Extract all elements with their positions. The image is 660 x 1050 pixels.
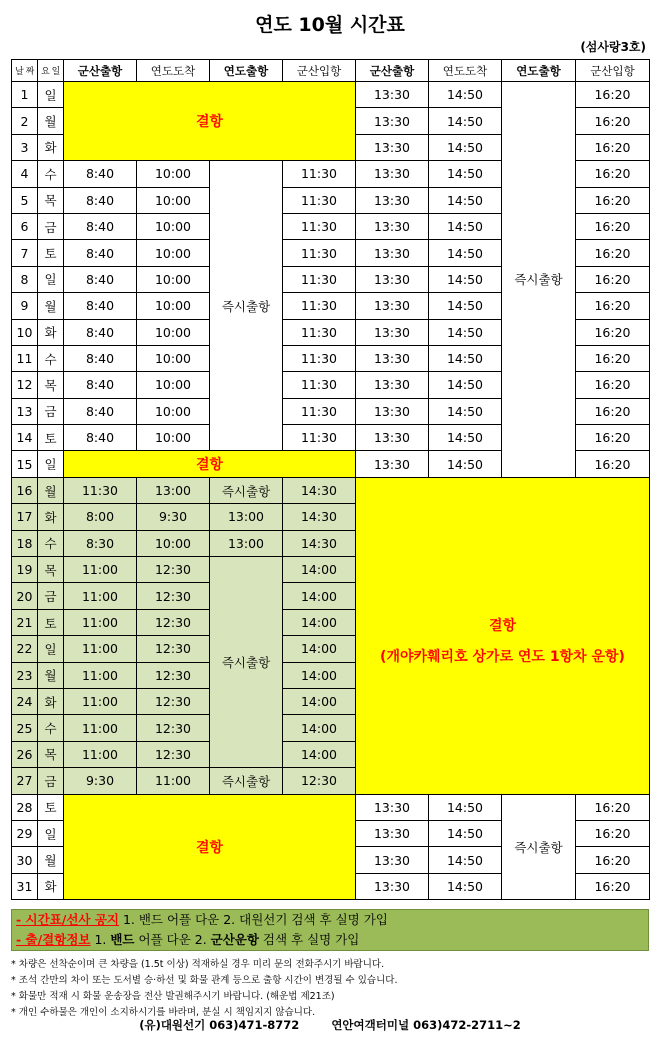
header-gunsan-depart-2: 군산출항 [356,60,429,82]
immediate-cell: 즉시출항 [502,82,576,478]
time-cell: 11:00 [64,557,137,583]
time-cell: 14:50 [429,451,502,477]
time-cell: 14:50 [429,794,502,820]
cancel-label: 결항 [195,114,224,131]
day-cell: 화 [38,688,64,714]
time-cell: 16:20 [576,820,650,846]
day-cell: 금 [38,398,64,424]
date-cell: 9 [12,293,38,319]
date-cell: 12 [12,372,38,398]
time-cell: 14:00 [283,557,356,583]
date-cell: 15 [12,451,38,477]
day-cell: 화 [38,319,64,345]
time-cell: 8:40 [64,293,137,319]
note-cargo: * 화물만 적재 시 화물 운송장을 전산 발권해주시기 바랍니다. (해운법 제21조) [11,991,335,1002]
time-cell: 8:40 [64,319,137,345]
time-cell: 14:50 [429,847,502,873]
time-cell: 10:00 [137,425,210,451]
time-cell: 9:30 [64,768,137,794]
time-cell: 14:00 [283,741,356,767]
time-cell: 16:20 [576,82,650,108]
timetable [11,59,650,900]
time-cell: 14:30 [283,477,356,503]
table-row [12,477,650,503]
time-cell: 11:00 [64,636,137,662]
time-cell: 11:30 [283,293,356,319]
time-cell: 13:30 [356,187,429,213]
time-cell: 12:30 [137,583,210,609]
time-cell: 14:50 [429,266,502,292]
time-cell: 16:20 [576,134,650,160]
table-row [12,794,650,820]
date-cell: 14 [12,425,38,451]
time-cell: 12:30 [283,768,356,794]
notice-schedule-text: 1. 밴드 어플 다운 2. 대원선기 검색 후 실명 가입 [118,912,388,927]
time-cell: 14:50 [429,372,502,398]
time-cell: 13:30 [356,319,429,345]
notice-status-label: - 출/결항정보 [16,932,91,947]
date-cell: 30 [12,847,38,873]
day-cell: 월 [38,477,64,503]
notes [11,957,651,1021]
time-cell: 11:30 [283,240,356,266]
time-cell: 11:00 [64,688,137,714]
time-cell: 14:00 [283,636,356,662]
day-cell: 일 [38,451,64,477]
header-yeondo-depart-2: 연도출항 [502,60,576,82]
time-cell: 8:40 [64,187,137,213]
date-cell: 23 [12,662,38,688]
contact-daewon: (유)대원선기 063)471-8772 [139,1018,300,1032]
time-cell: 16:20 [576,293,650,319]
time-cell: 16:20 [576,425,650,451]
note-tide: * 조석 간만의 차이 또는 도서별 승·하선 및 화물 관계 등으로 출항 시간이 변경될 수 있습니다. [11,975,398,986]
time-cell: 12:30 [137,688,210,714]
time-cell: 11:00 [64,583,137,609]
notice-status-post: 검색 후 실명 가입 [258,932,360,947]
time-cell: 8:40 [64,213,137,239]
date-cell: 27 [12,768,38,794]
time-cell: 10:00 [137,372,210,398]
date-cell: 28 [12,794,38,820]
header-yeondo-arrive-2: 연도도착 [429,60,502,82]
time-cell: 16:20 [576,319,650,345]
time-cell: 13:30 [356,794,429,820]
day-cell: 수 [38,345,64,371]
day-cell: 목 [38,187,64,213]
time-cell: 16:20 [576,398,650,424]
time-cell: 11:30 [283,161,356,187]
ship-name: (섬사랑3호) [580,40,646,54]
date-cell: 18 [12,530,38,556]
time-cell: 11:00 [137,768,210,794]
time-cell: 9:30 [137,504,210,530]
time-cell: 8:30 [64,530,137,556]
notice-status-band: 밴드 [110,932,135,947]
day-cell: 수 [38,715,64,741]
day-cell: 일 [38,636,64,662]
day-cell: 목 [38,741,64,767]
header-row [12,60,650,82]
time-cell: 14:00 [283,609,356,635]
header-day: 요 일 [38,60,64,82]
day-cell: 수 [38,530,64,556]
time-cell: 14:00 [283,688,356,714]
time-cell: 14:50 [429,820,502,846]
cancel-label: 결항 [195,457,224,474]
date-cell: 25 [12,715,38,741]
date-cell: 19 [12,557,38,583]
date-cell: 13 [12,398,38,424]
day-cell: 화 [38,504,64,530]
time-cell: 16:20 [576,847,650,873]
notice-line-schedule [12,910,648,930]
date-cell: 4 [12,161,38,187]
time-cell: 13:30 [356,108,429,134]
time-cell: 14:50 [429,134,502,160]
time-cell: 10:00 [137,293,210,319]
time-cell: 10:00 [137,345,210,371]
day-cell: 금 [38,768,64,794]
day-cell: 금 [38,213,64,239]
time-cell: 10:00 [137,161,210,187]
time-cell: 8:40 [64,240,137,266]
time-cell: 16:20 [576,794,650,820]
day-cell: 일 [38,820,64,846]
time-cell: 13:00 [210,504,283,530]
time-cell: 13:30 [356,425,429,451]
time-cell: 12:30 [137,741,210,767]
time-cell: 13:30 [356,82,429,108]
time-cell: 13:30 [356,266,429,292]
date-cell: 20 [12,583,38,609]
time-cell: 13:30 [356,240,429,266]
day-cell: 화 [38,134,64,160]
time-cell: 14:50 [429,319,502,345]
time-cell: 13:30 [356,820,429,846]
day-cell: 목 [38,557,64,583]
cancel-label: 결항 [488,617,517,634]
notice-schedule-label: - 시간표/선사 공지 [16,912,119,927]
time-cell: 10:00 [137,187,210,213]
time-cell: 16:20 [576,187,650,213]
time-cell: 14:50 [429,187,502,213]
time-cell: 13:00 [210,530,283,556]
time-cell: 11:30 [283,398,356,424]
cancel-cell [64,451,356,477]
time-cell: 13:30 [356,847,429,873]
header-gunsan-arrive-1: 군산입항 [283,60,356,82]
time-cell: 10:00 [137,213,210,239]
time-cell: 14:50 [429,293,502,319]
time-cell: 11:30 [283,213,356,239]
time-cell: 14:50 [429,345,502,371]
immediate-cell: 즉시출항 [210,477,283,503]
date-cell: 10 [12,319,38,345]
cancel-cell [64,82,356,161]
time-cell: 11:00 [64,741,137,767]
time-cell: 14:50 [429,240,502,266]
day-cell: 수 [38,161,64,187]
time-cell: 10:00 [137,398,210,424]
immediate-cell: 즉시출항 [210,557,283,768]
time-cell: 11:30 [283,345,356,371]
date-cell: 16 [12,477,38,503]
time-cell: 11:00 [64,609,137,635]
date-cell: 6 [12,213,38,239]
date-cell: 3 [12,134,38,160]
day-cell: 화 [38,873,64,899]
time-cell: 11:30 [64,477,137,503]
day-cell: 금 [38,583,64,609]
contact-info [0,1017,660,1033]
time-cell: 16:20 [576,240,650,266]
date-cell: 31 [12,873,38,899]
notice-status-mid: 어플 다운 2. [134,932,211,947]
time-cell: 8:00 [64,504,137,530]
date-cell: 21 [12,609,38,635]
time-cell: 13:30 [356,134,429,160]
date-cell: 26 [12,741,38,767]
time-cell: 14:50 [429,82,502,108]
day-cell: 토 [38,609,64,635]
time-cell: 8:40 [64,425,137,451]
date-cell: 24 [12,688,38,714]
time-cell: 8:40 [64,266,137,292]
day-cell: 토 [38,425,64,451]
time-cell: 11:30 [283,372,356,398]
time-cell: 14:00 [283,662,356,688]
day-cell: 목 [38,372,64,398]
notice-status-search: 군산운항 [210,932,259,947]
day-cell: 일 [38,82,64,108]
time-cell: 8:40 [64,372,137,398]
day-cell: 월 [38,293,64,319]
time-cell: 16:20 [576,266,650,292]
time-cell: 13:30 [356,372,429,398]
date-cell: 8 [12,266,38,292]
day-cell: 월 [38,847,64,873]
time-cell: 8:40 [64,345,137,371]
time-cell: 13:30 [356,398,429,424]
time-cell: 13:30 [356,213,429,239]
cancel-label: 결항 [195,839,224,856]
time-cell: 13:30 [356,873,429,899]
time-cell: 14:00 [283,715,356,741]
time-cell: 14:30 [283,504,356,530]
immediate-cell: 즉시출항 [210,161,283,451]
day-cell: 토 [38,794,64,820]
day-cell: 월 [38,108,64,134]
header-gunsan-depart-1: 군산출항 [64,60,137,82]
time-cell: 13:00 [137,477,210,503]
time-cell: 8:40 [64,398,137,424]
time-cell: 16:20 [576,345,650,371]
time-cell: 10:00 [137,530,210,556]
page-title: 연도 10월 시간표 [255,14,405,36]
notice-line-status [12,930,648,950]
time-cell: 13:30 [356,293,429,319]
contact-terminal: 연안여객터미널 063)472-2711~2 [331,1018,521,1032]
cancel-cell-large [356,477,650,794]
time-cell: 12:30 [137,557,210,583]
cancel-note: (개야카훼리호 상가로 연도 1항차 운항) [380,648,625,665]
time-cell: 16:20 [576,108,650,134]
time-cell: 10:00 [137,319,210,345]
time-cell: 11:00 [64,662,137,688]
date-cell: 2 [12,108,38,134]
immediate-cell: 즉시출항 [210,768,283,794]
time-cell: 13:30 [356,451,429,477]
time-cell: 14:50 [429,425,502,451]
time-cell: 12:30 [137,662,210,688]
date-cell: 5 [12,187,38,213]
note-vehicle: * 차량은 선착순이며 큰 차량을 (1.5t 이상) 적재하실 경우 미리 문의 전화주시기 바랍니다. [11,959,385,970]
time-cell: 16:20 [576,451,650,477]
time-cell: 14:50 [429,398,502,424]
cancel-cell [64,794,356,900]
date-cell: 7 [12,240,38,266]
time-cell: 10:00 [137,266,210,292]
date-cell: 22 [12,636,38,662]
time-cell: 14:00 [283,583,356,609]
time-cell: 14:50 [429,108,502,134]
time-cell: 12:30 [137,715,210,741]
day-cell: 일 [38,266,64,292]
notice-status-pre: 1. [90,932,111,947]
header-yeondo-depart-1: 연도출항 [210,60,283,82]
immediate-cell: 즉시출항 [502,794,576,900]
time-cell: 16:20 [576,213,650,239]
table-row [12,82,650,108]
time-cell: 11:30 [283,266,356,292]
time-cell: 14:30 [283,530,356,556]
date-cell: 17 [12,504,38,530]
time-cell: 10:00 [137,240,210,266]
note-luggage: * 개인 수하물은 개인이 소지하시기를 바라며, 분실 시 책임지지 않습니다. [11,1007,316,1018]
time-cell: 16:20 [576,161,650,187]
date-cell: 11 [12,345,38,371]
header-yeondo-arrive-1: 연도도착 [137,60,210,82]
time-cell: 11:30 [283,187,356,213]
time-cell: 14:50 [429,873,502,899]
time-cell: 8:40 [64,161,137,187]
time-cell: 16:20 [576,372,650,398]
time-cell: 12:30 [137,609,210,635]
header-date: 날 짜 [12,60,38,82]
time-cell: 12:30 [137,636,210,662]
date-cell: 29 [12,820,38,846]
time-cell: 13:30 [356,161,429,187]
header-gunsan-arrive-2: 군산입항 [576,60,650,82]
day-cell: 월 [38,662,64,688]
time-cell: 11:00 [64,715,137,741]
time-cell: 13:30 [356,345,429,371]
time-cell: 16:20 [576,873,650,899]
time-cell: 11:30 [283,319,356,345]
notice-box [11,909,649,951]
day-cell: 토 [38,240,64,266]
time-cell: 14:50 [429,161,502,187]
date-cell: 1 [12,82,38,108]
time-cell: 11:30 [283,425,356,451]
time-cell: 14:50 [429,213,502,239]
